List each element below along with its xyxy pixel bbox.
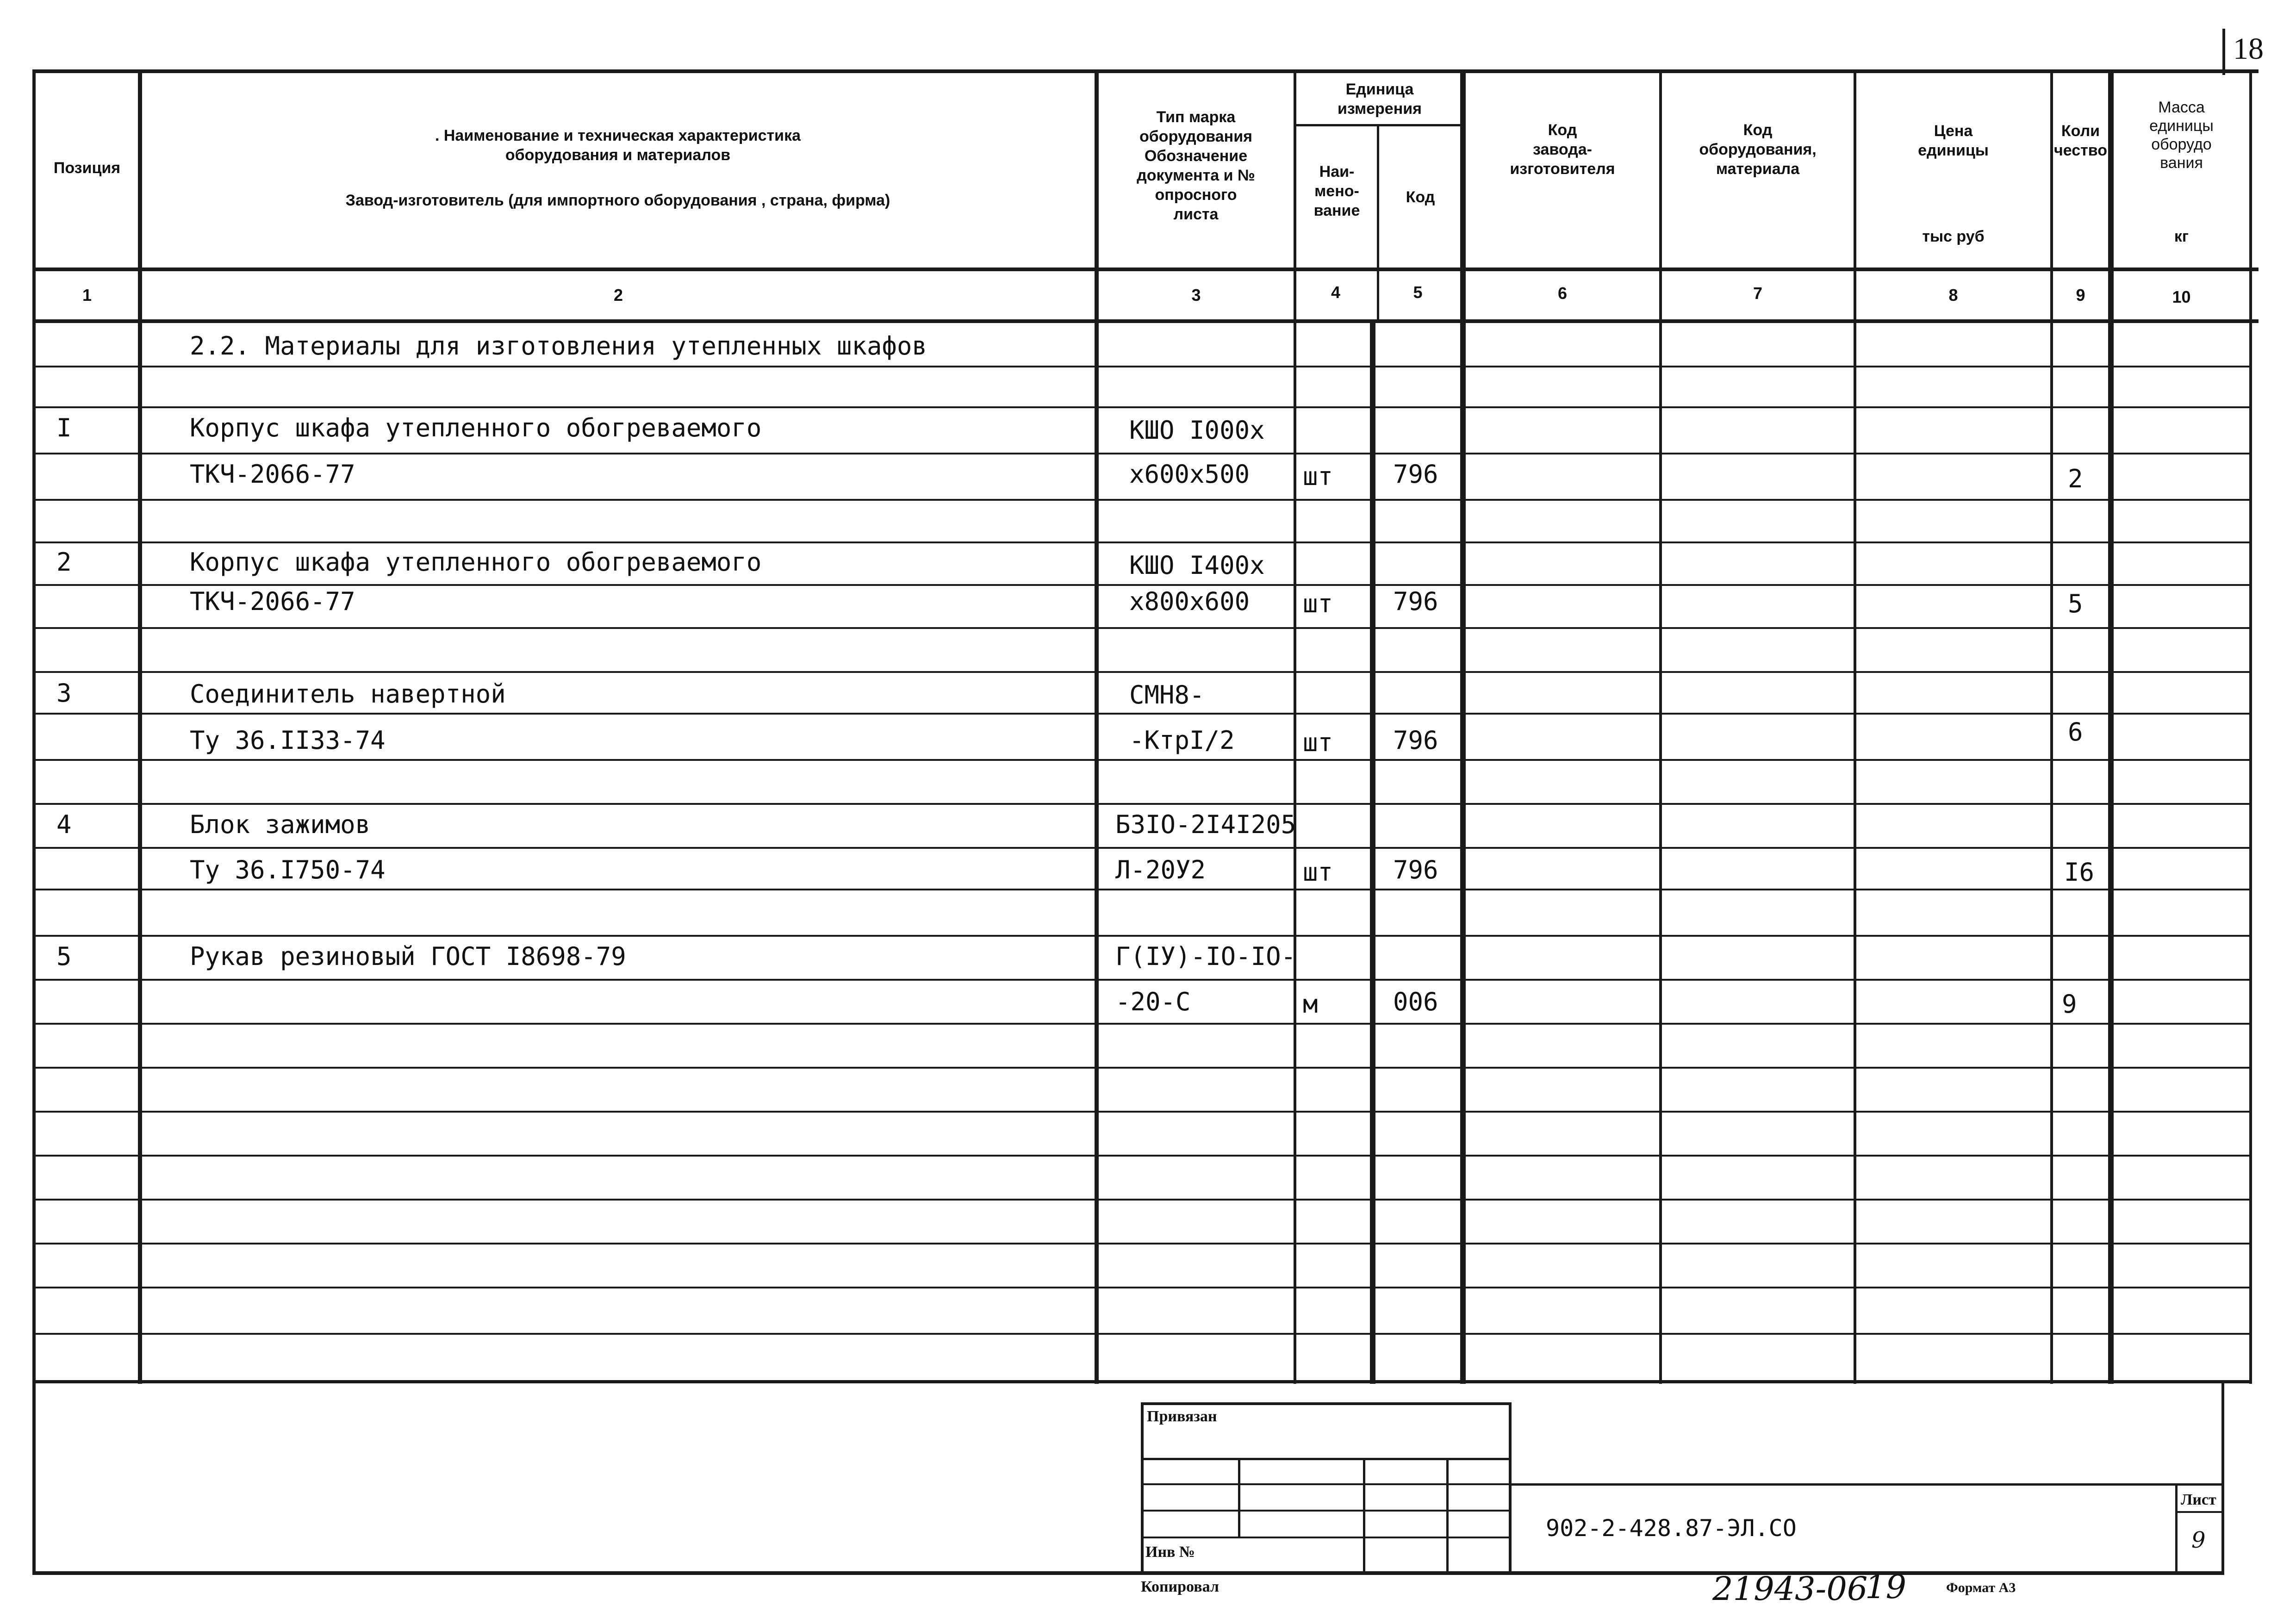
inventory-number-label: Инв №: [1145, 1543, 1195, 1561]
row-type-line1: КШО I400х: [1129, 551, 1265, 580]
row-unit: шт: [1303, 728, 1333, 757]
row-type-line1: КШО I000х: [1129, 416, 1265, 445]
row-position: 2: [56, 548, 72, 577]
row-unit: шт: [1303, 589, 1333, 618]
colnum-10: 10: [2172, 287, 2191, 306]
header-quantity: [2053, 121, 2108, 160]
header-eq-l2: оборудования,: [1699, 141, 1817, 158]
header-qty-l2: чество: [2054, 142, 2107, 159]
header-unit-code: Код: [1406, 188, 1435, 206]
row-name-line2: Ту 36.II33-74: [190, 726, 386, 755]
row-type-line2: -КтрI/2: [1129, 726, 1235, 755]
header-unit-name: [1296, 162, 1377, 220]
row-quantity: 5: [2068, 589, 2083, 618]
row-type-line1: СМН8-: [1129, 680, 1205, 709]
header-factory-l1: Код: [1548, 121, 1577, 139]
header-factory-code: [1466, 120, 1659, 179]
row-quantity: 6: [2068, 717, 2083, 747]
colnum-7: 7: [1753, 284, 1763, 303]
header-position: Позиция: [53, 159, 121, 177]
header-unit-name-l3: вание: [1313, 202, 1360, 219]
row-position: 4: [56, 810, 72, 839]
header-type-l6: листа: [1173, 205, 1219, 223]
header-type-l4: документа и №: [1137, 167, 1255, 184]
header-unit-l2: измерения: [1338, 100, 1422, 118]
row-unit-code: 006: [1393, 987, 1438, 1016]
row-position: I: [56, 413, 72, 442]
header-mass: [2114, 98, 2249, 172]
row-unit-code: 796: [1393, 460, 1438, 489]
header-price-unit: тыс руб: [1922, 228, 1985, 245]
header-unit-name-l2: мено-: [1314, 182, 1359, 200]
row-unit: шт: [1303, 462, 1333, 491]
row-unit-code: 796: [1393, 587, 1438, 616]
attached-label: Привязан: [1147, 1408, 1217, 1425]
header-type-l1: Тип марка: [1156, 108, 1236, 126]
header-type: [1099, 107, 1293, 224]
row-quantity: 9: [2062, 989, 2077, 1019]
row-position: 5: [56, 942, 72, 971]
header-equipment-code: [1662, 120, 1854, 179]
header-qty-l1: Коли: [2061, 122, 2100, 140]
format-label: Формат А3: [1946, 1580, 2016, 1595]
header-mass-l3: оборудо: [2151, 136, 2212, 153]
colnum-2: 2: [613, 286, 623, 305]
header-price-l2: единицы: [1918, 142, 1989, 159]
row-type-line2: Л-20У2: [1115, 855, 1206, 884]
header-mass-unit: кг: [2174, 228, 2189, 245]
row-type-line1: Г(IУ)-IО-IО-: [1115, 942, 1296, 971]
header-unit-name-l1: Наи-: [1319, 163, 1355, 180]
row-name-line1: Рукав резиновый ГОСТ I8698-79: [190, 942, 626, 971]
header-type-l5: опросного: [1155, 186, 1237, 204]
row-position: 3: [56, 678, 72, 708]
header-factory-l3: изготовителя: [1510, 160, 1615, 178]
row-name-line1: Соединитель навертной: [190, 679, 506, 709]
header-name-line1: . Наименование и техническая характеристика: [435, 127, 801, 144]
copied-label: Копировал: [1141, 1578, 1219, 1595]
corner-sheet-number: 18: [2233, 32, 2264, 66]
row-type-line2: х600х500: [1129, 460, 1250, 489]
header-eq-l1: Код: [1743, 121, 1773, 139]
row-type-line2: -20-С: [1115, 987, 1191, 1016]
handwritten-sheet: 19: [1865, 1568, 1907, 1606]
colnum-3: 3: [1191, 286, 1201, 305]
row-name-line2: ТКЧ-2066-77: [190, 460, 355, 489]
row-name-line2: ТКЧ-2066-77: [190, 587, 355, 616]
colnum-1: 1: [82, 286, 92, 305]
row-type-line1: БЗIО-2I4I205: [1115, 810, 1296, 839]
row-name-line1: Корпус шкафа утепленного обогреваемого: [190, 548, 762, 577]
colnum-9: 9: [2076, 286, 2085, 305]
header-name-line3: Завод-изготовитель (для импортного оборудования , страна, фирма): [345, 192, 890, 209]
document-code: 902-2-428.87-ЭЛ.СО: [1546, 1515, 1797, 1542]
row-name-line2: Ту 36.I750-74: [190, 855, 386, 884]
colnum-8: 8: [1948, 286, 1958, 305]
row-type-line2: х800х600: [1129, 587, 1250, 616]
row-quantity: I6: [2064, 858, 2095, 887]
header-name-line2: оборудования и материалов: [505, 146, 731, 164]
row-name-line1: Корпус шкафа утепленного обогреваемого: [190, 413, 762, 442]
header-unit-group: [1296, 80, 1463, 118]
section-title: 2.2. Материалы для изготовления утепленных шкафов: [190, 331, 927, 361]
row-quantity: 2: [2068, 464, 2083, 493]
header-type-l3: Обозначение: [1144, 147, 1248, 165]
colnum-4: 4: [1331, 283, 1341, 302]
header-factory-l2: завода-: [1533, 141, 1592, 158]
header-mass-l1: Масса: [2158, 99, 2205, 116]
row-unit-code: 796: [1393, 855, 1438, 884]
header-unit-l1: Единица: [1345, 81, 1414, 98]
colnum-6: 6: [1557, 284, 1568, 303]
header-mass-l4: вания: [2160, 154, 2203, 172]
header-type-l2: оборудования: [1139, 128, 1252, 145]
header-price: [1856, 121, 2050, 160]
row-unit-code: 796: [1393, 726, 1438, 755]
row-unit: шт: [1303, 858, 1333, 887]
sheet-number: 9: [2191, 1527, 2206, 1553]
header-mass-l2: единицы: [2149, 117, 2214, 135]
sheet-label: Лист: [2181, 1491, 2216, 1508]
handwritten-number: 21943-06: [1712, 1570, 1868, 1608]
row-name-line1: Блок зажимов: [190, 810, 371, 839]
header-eq-l3: материала: [1716, 160, 1800, 178]
colnum-5: 5: [1413, 283, 1423, 302]
header-price-l1: Цена: [1934, 122, 1973, 140]
row-unit: м: [1303, 989, 1318, 1019]
